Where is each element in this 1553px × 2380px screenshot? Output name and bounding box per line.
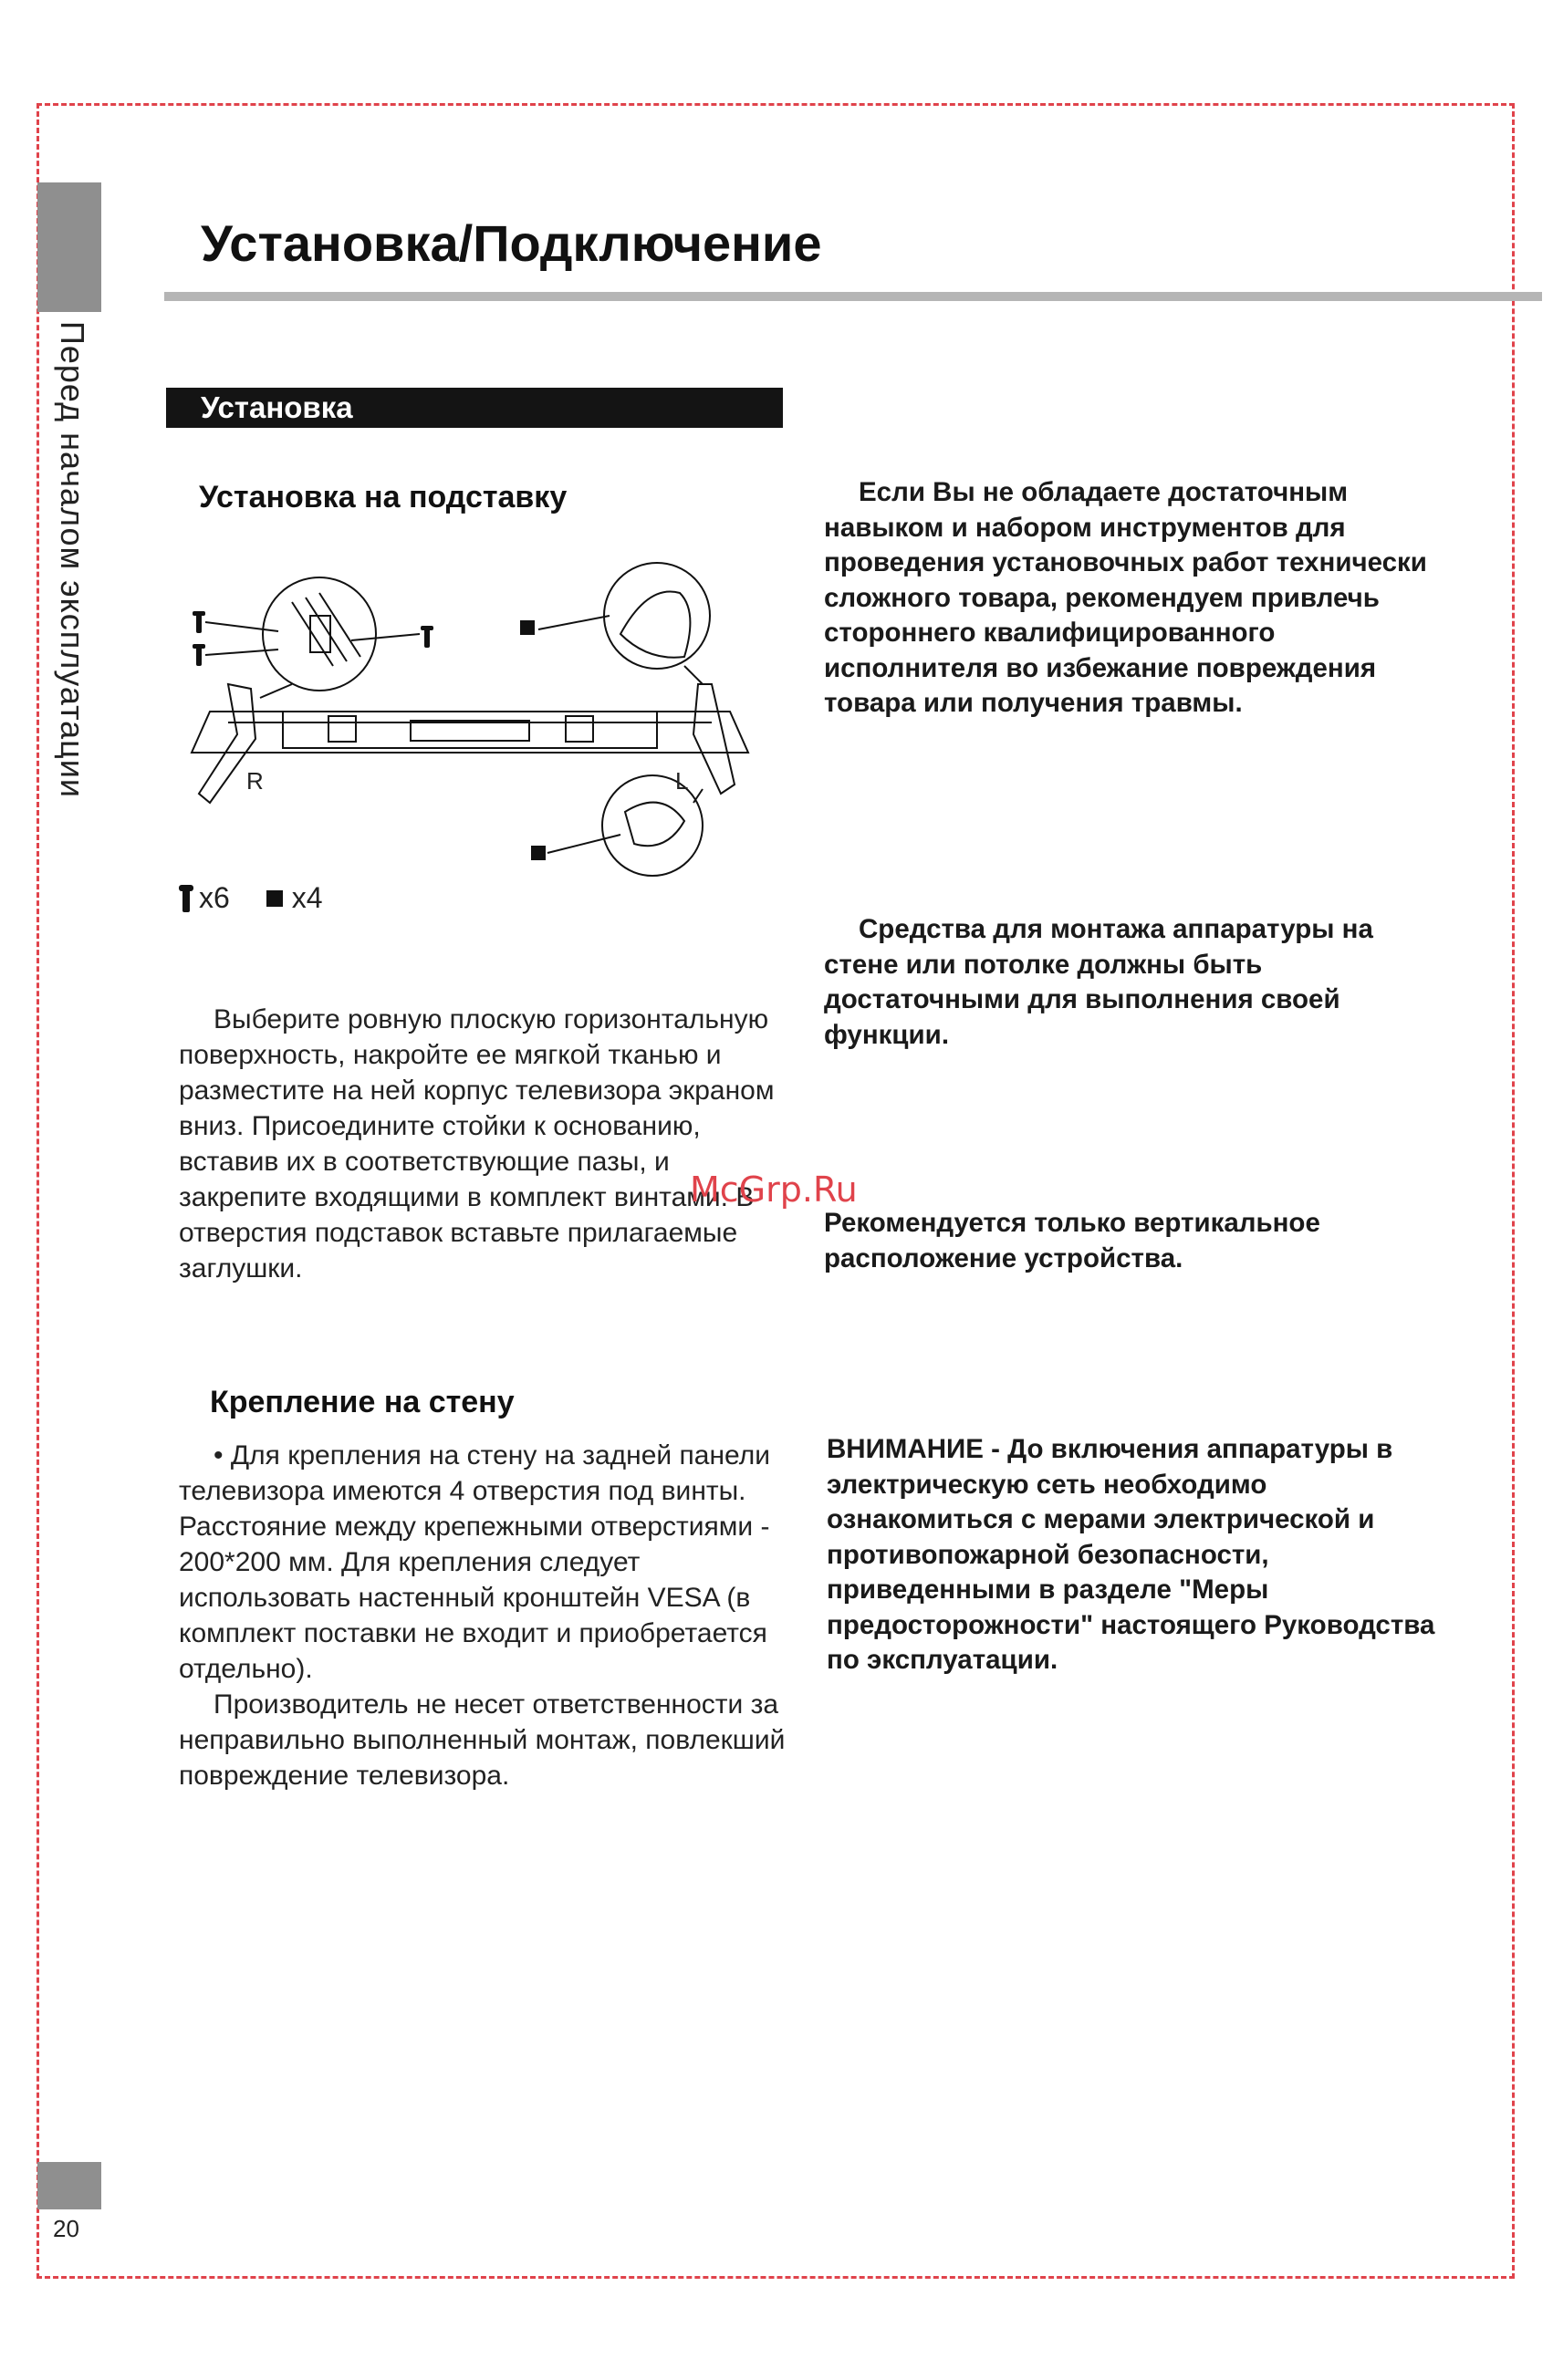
skills-warning-text: Если Вы не обладаете достаточным навыком и набором инструментов для проведения установочных работ технически сложного товара, рекомендуем привлечь стороннего квалифицированного исполнителя во избежание повреждения товара или получения травмы. [824,477,1427,718]
mounting-note-text: Средства для монтажа аппаратуры на стене или потолке должны быть достаточными для выполнения своей функции. [824,914,1373,1050]
page-number: 20 [53,2215,79,2242]
note-orientation [824,1206,1444,1276]
note-skills [824,475,1444,722]
title-rule [164,292,1542,301]
orientation-note-text: Рекомендуется только вертикальное расположение устройства. [824,1208,1320,1273]
plug-count: x4 [291,881,323,914]
stand-heading: Установка на подставку [199,480,568,514]
stand-text: Выберите ровную плоскую горизонтальную поверхность, накройте ее мягкой тканью и разместите на ней корпус телевизора экраном вниз. Присоедините стойки к основанию, вставив их в соответствующие пазы, и закрепите входящими в комплект винтами. В отверстия подставок вставьте прилагаемые заглушки. [179,1004,775,1284]
diagram-label-left: L [675,767,689,795]
parts-legend [182,881,323,915]
page-title: Установка/Подключение [201,214,822,272]
diagram-label-right: R [246,767,264,795]
diagram-screw-icons [193,611,546,860]
wall-text-liability: Производитель не несет ответственности за неправильно выполненный монтаж, повлекший повреждение телевизора. [179,1689,786,1791]
stand-installation-diagram [173,547,766,894]
side-tab-bottom [37,2162,101,2209]
screw-count: x6 [199,881,230,914]
screw-icon [182,885,190,912]
stand-instructions [179,1002,790,1286]
wall-mount-instructions [179,1438,790,1793]
note-attention [827,1432,1447,1678]
attention-note-text: ВНИМАНИЕ - До включения аппаратуры в электрическую сеть необходимо ознакомиться с мерами электрической и противопожарной безопасности, приведенными в разделе "Меры предосторожности" настоящего Руководства по эксплуатации. [827,1434,1435,1675]
wall-mount-heading: Крепление на стену [210,1385,515,1419]
square-plug-icon [266,890,283,907]
wall-text-vesa: • Для крепления на стену на задней панели телевизора имеются 4 отверстия под винты. Расстояние между крепежными отверстиями - 200*200 мм. Для крепления следует использовать настенный кронштейн VESA (в комплект поставки не входит и приобретается отдельно). [179,1440,770,1684]
section-header-installation: Установка [166,388,783,428]
side-chapter-label: Перед началом эксплуатации [54,321,91,799]
side-tab-top [37,182,101,312]
note-mounting [824,912,1444,1053]
watermark-text: McGrp.Ru [690,1169,858,1210]
